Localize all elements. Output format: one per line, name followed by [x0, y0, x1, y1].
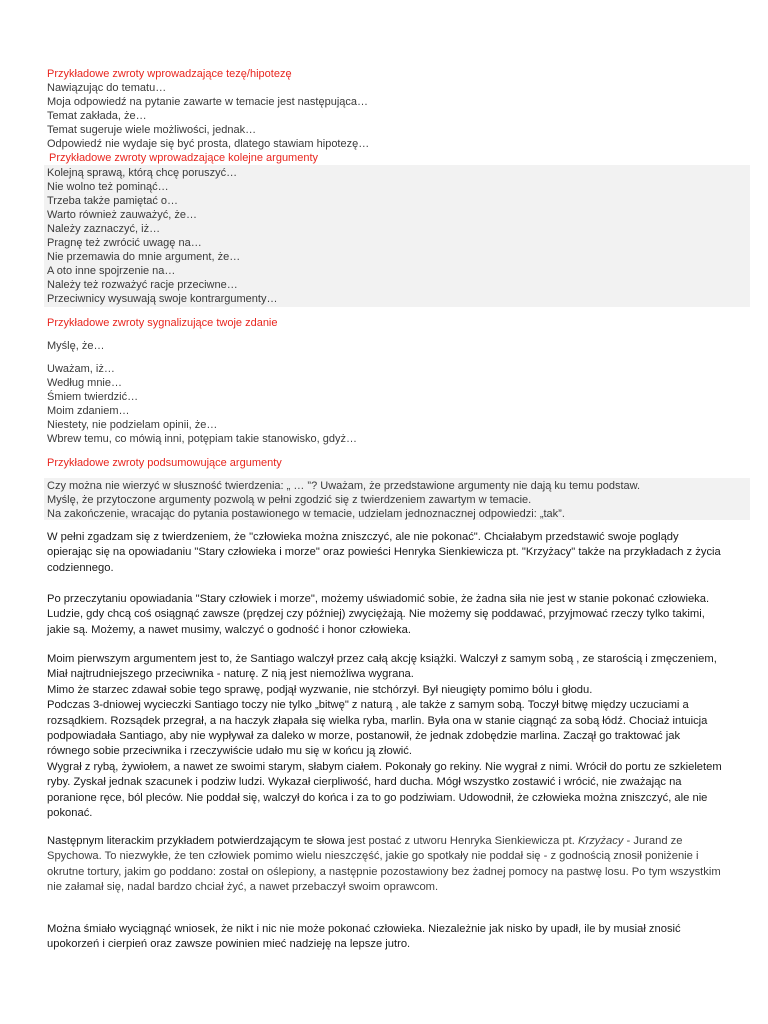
phrase-line: Według mnie… — [47, 377, 122, 389]
heading-thesis-phrases: Przykładowe zwroty wprowadzające tezę/hipotezę — [47, 68, 292, 80]
book-title: Krzyżacy — [578, 835, 624, 847]
phrase-line: Nie przemawia do mnie argument, że… — [47, 251, 241, 263]
phrase-line: Przeciwnicy wysuwają swoje kontrargumenty… — [47, 293, 278, 305]
phrase-line: Czy można nie wierzyć w słuszność twierdzenia: „ … ”? Uważam, że przedstawione argumenty nie dają ku temu podstaw. — [47, 480, 641, 492]
phrase-line: Myślę, że przytoczone argumenty pozwolą w pełni zgodzić się z twierdzeniem zawartym w temacie. — [47, 494, 532, 506]
essay-paragraph-4-lead: Następnym literackim przykładem potwierdzającym te słowa — [47, 835, 345, 847]
heading-summary-phrases: Przykładowe zwroty podsumowujące argumenty — [47, 457, 282, 469]
essay-paragraph-3d: Wygrał z rybą, żywiołem, a nawet ze swoimi starym, słabym ciałem. Pokonały go rekiny. Nie wygrał z nimi. Wrócił do portu ze szkieletem ryby. Zyskał jednak szacunek i podziw ludzi. Wykazał cierpliwość, hard ducha. Mógł wszystko zostawić i wrócić, nie zważając na poranione ręce, ból pleców. Nie poddał się, walczył do końca i za to go podziwiam. Udowodnił, że człowieka można zniszczyć, ale nie pokonać. — [47, 760, 722, 820]
essay-paragraph-conclusion: Można śmiało wyciągnąć wniosek, że nikt i nic nie może pokonać człowieka. Niezależnie jak nisko by upadł, ile by musiał znosić upokorzeń i cierpień oraz zawsze powinien mieć nadzieję na lepsze jutro. — [47, 923, 681, 951]
essay-paragraph-4 — [47, 834, 723, 896]
phrase-line: Temat zakłada, że… — [47, 110, 147, 122]
essay-paragraph-4-mid: jest postać z utworu Henryka Sienkiewicza pt. — [344, 835, 579, 847]
phrase-line: Nie wolno też pominąć… — [47, 181, 169, 193]
phrase-line: Moja odpowiedź na pytanie zawarte w temacie jest następująca… — [47, 96, 369, 108]
phrase-line: Niestety, nie podzielam opinii, że… — [47, 419, 218, 431]
essay-paragraph-intro: W pełni zgadzam się z twierdzeniem, że "człowieka można zniszczyć, ale nie pokonać". Chciałabym przedstawić swoje poglądy opierając się na opowiadaniu "Stary człowieka i morze" oraz powieści Henryka Sienkiewicza pt. "Krzyżacy" także na przykładach z życia codziennego. — [47, 531, 721, 574]
phrase-line: Pragnę też zwrócić uwagę na… — [47, 237, 202, 249]
phrase-line: A oto inne spojrzenie na… — [47, 265, 176, 277]
phrase-line: Należy też rozważyć racje przeciwne… — [47, 279, 238, 291]
phrase-line: Należy zaznaczyć, iż… — [47, 223, 161, 235]
essay-paragraph-3b: Mimo że starzec zdawał sobie tego sprawę, podjął wyzwanie, nie stchórzył. Był nieugięty pomimo bólu i głodu. — [47, 683, 593, 696]
phrase-line: Trzeba także pamiętać o… — [47, 195, 179, 207]
heading-opinion-phrases: Przykładowe zwroty sygnalizujące twoje zdanie — [47, 317, 278, 329]
phrase-line: Wbrew temu, co mówią inni, potępiam takie stanowisko, gdyż… — [47, 433, 357, 445]
essay-paragraph-3c: Podczas 3-dniowej wycieczki Santiago toczy nie tylko „bitwę" z naturą , ale także z samym sobą. Toczył bitwę między uczuciami a rozsądkiem. Rozsądek przegrał, a na haczyk złapała się wielka ryba, marlin. Była ona w stanie ciągnąć za sobą łódź. Chociaż intuicja podpowiadała Santiago, aby nie wypływał za daleko w morze, postanowił, że jednak zdobędzie marlina. Zaczął go traktować jak równego sobie przeciwnika i rzeczywiście udało mu się w końcu ją złowić. — [47, 699, 708, 758]
phrase-line: Odpowiedź nie wydaje się być prosta, dlatego stawiam hipotezę… — [47, 138, 370, 150]
phrase-line: Nawiązując do tematu… — [47, 82, 167, 94]
heading-argument-phrases: Przykładowe zwroty wprowadzające kolejne argumenty — [49, 152, 319, 164]
phrase-line: Uważam, iż… — [47, 363, 115, 375]
phrase-line: Warto również zauważyć, że… — [47, 209, 197, 221]
essay-paragraph-4-rest: - Jurand ze Spychowa. To niezwykłe, że ten człowiek pomimo wielu nieszczęść, jakie go spotkały nie poddał się - z godnością znosił poniżenie i okrutne tortury, jakim go poddano: został on oślepiony, a następnie pozostawiony bez żadnej pomocy na pastwę losu. Po tym wszystkim nie załamał się, nadal bardzo chciał żyć, a nawet przebaczył swoim oprawcom. — [47, 835, 721, 894]
phrase-line: Myślę, że… — [47, 340, 105, 352]
phrase-line: Temat sugeruje wiele możliwości, jednak… — [47, 124, 257, 136]
phrase-line: Na zakończenie, wracając do pytania postawionego w temacie, udzielam jednoznacznej odpowiedzi: „tak”. — [47, 508, 565, 520]
phrase-line: Kolejną sprawą, którą chcę poruszyć… — [47, 167, 238, 179]
essay-paragraph-3a: Moim pierwszym argumentem jest to, że Santiago walczył przez całą akcję książki. Walczył z samym sobą , ze starością i zmęczeniem, Miał najtrudniejszego przeciwnika - naturę. Z nią jest niemożliwa wygrana. — [47, 653, 717, 681]
phrase-line: Śmiem twierdzić… — [47, 391, 139, 403]
essay-paragraph-3 — [47, 652, 723, 821]
phrase-line: Moim zdaniem… — [47, 405, 130, 417]
essay-paragraph-2: Po przeczytaniu opowiadania "Stary człowiek i morze", możemy uświadomić sobie, że żadna siła nie jest w stanie pokonać człowieka. Ludzie, gdy chcą coś osiągnąć zawsze (prędzej czy później) zwyciężają. Nie możemy się poddawać, przyjmować rzeczy tylko takimi, jakie są. Możemy, a nawet musimy, walczyć o godność i honor człowieka. — [47, 593, 710, 636]
